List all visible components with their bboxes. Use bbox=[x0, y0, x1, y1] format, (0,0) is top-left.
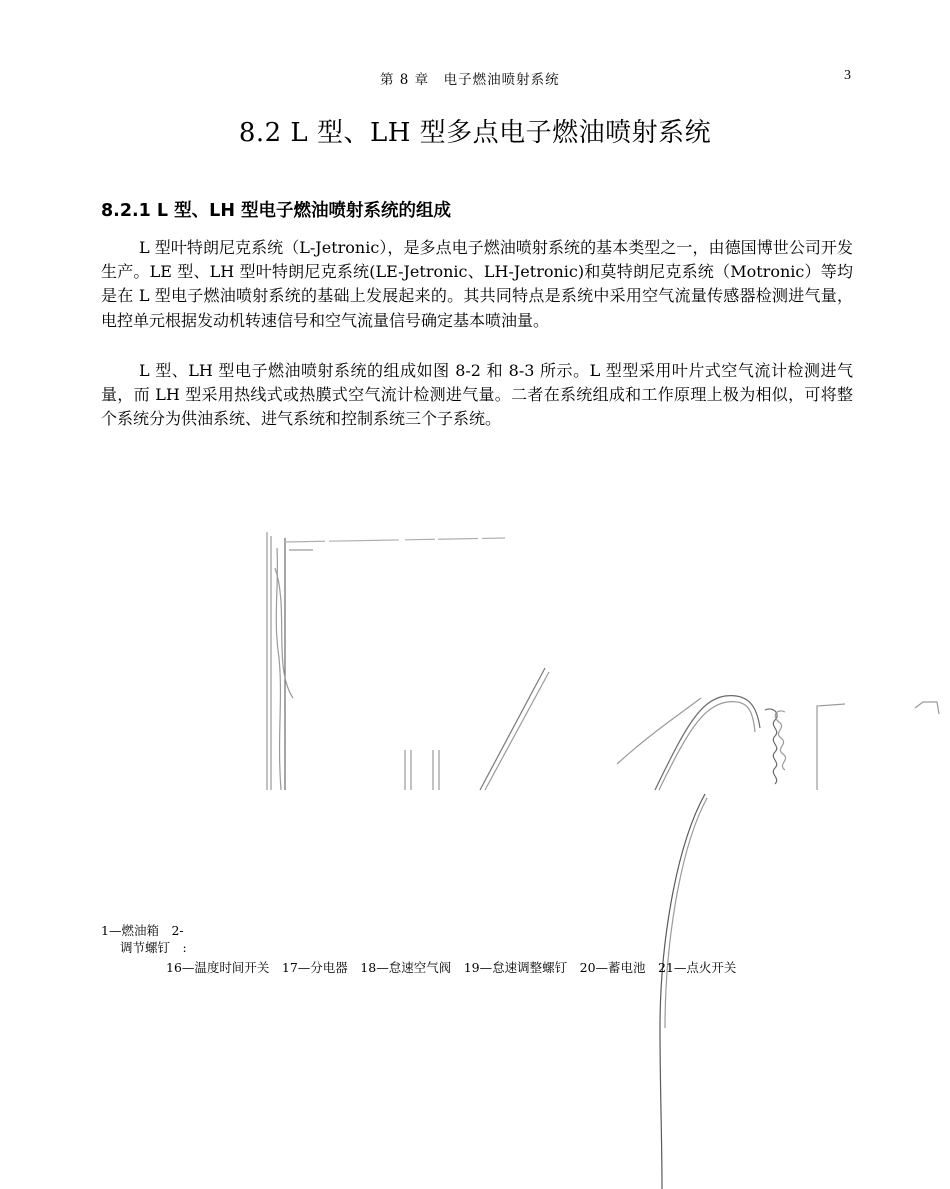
system-diagram-drawing bbox=[255, 528, 950, 1189]
figure-caption-line-3: 16—温度时间开关 17—分电器 18—怠速空气阀 19—怠速调整螺钉 20—蓄电池 21—点火开关 bbox=[166, 960, 737, 975]
system-diagram-figure bbox=[255, 528, 950, 1189]
section-title: 8.2 L 型、LH 型多点电子燃油喷射系统 bbox=[238, 118, 712, 148]
subsection-title: 8.2.1 L 型、LH 型电子燃油喷射系统的组成 bbox=[101, 201, 452, 221]
figure-caption-line-1: 1—燃油箱 2- bbox=[101, 923, 184, 938]
figure-caption-line-2: 调节螺钉 : bbox=[120, 940, 187, 955]
page-number: 3 bbox=[844, 68, 851, 83]
running-head: 第 8 章 电子燃油喷射系统 bbox=[380, 72, 560, 88]
paragraph-2: L 型、LH 型电子燃油喷射系统的组成如图 8-2 和 8-3 所示。L 型型采用叶片式空气流计检测进气量，而 LH 型采用热线式或热膜式空气流计检测进气量。二者在系统组成和工作原理上极为相似，可将整个系统分为供油系统、进气系统和控制系统三个子系统。 bbox=[101, 361, 853, 429]
paragraph-1: L 型叶特朗尼克系统（L-Jetronic），是多点电子燃油喷射系统的基本类型之一，由德国博世公司开发生产。LE 型、LH 型叶特朗尼克系统(LE-Jetronic、LH-Jetronic)和莫特朗尼克系统（Motronic）等均是在 L 型电子燃油喷射系统的基础上发展起来的。其共同特点是系统中采用空气流量传感器检测进气量，电控单元根据发动机转速信号和空气流量信号确定基本喷油量。 bbox=[101, 238, 853, 330]
